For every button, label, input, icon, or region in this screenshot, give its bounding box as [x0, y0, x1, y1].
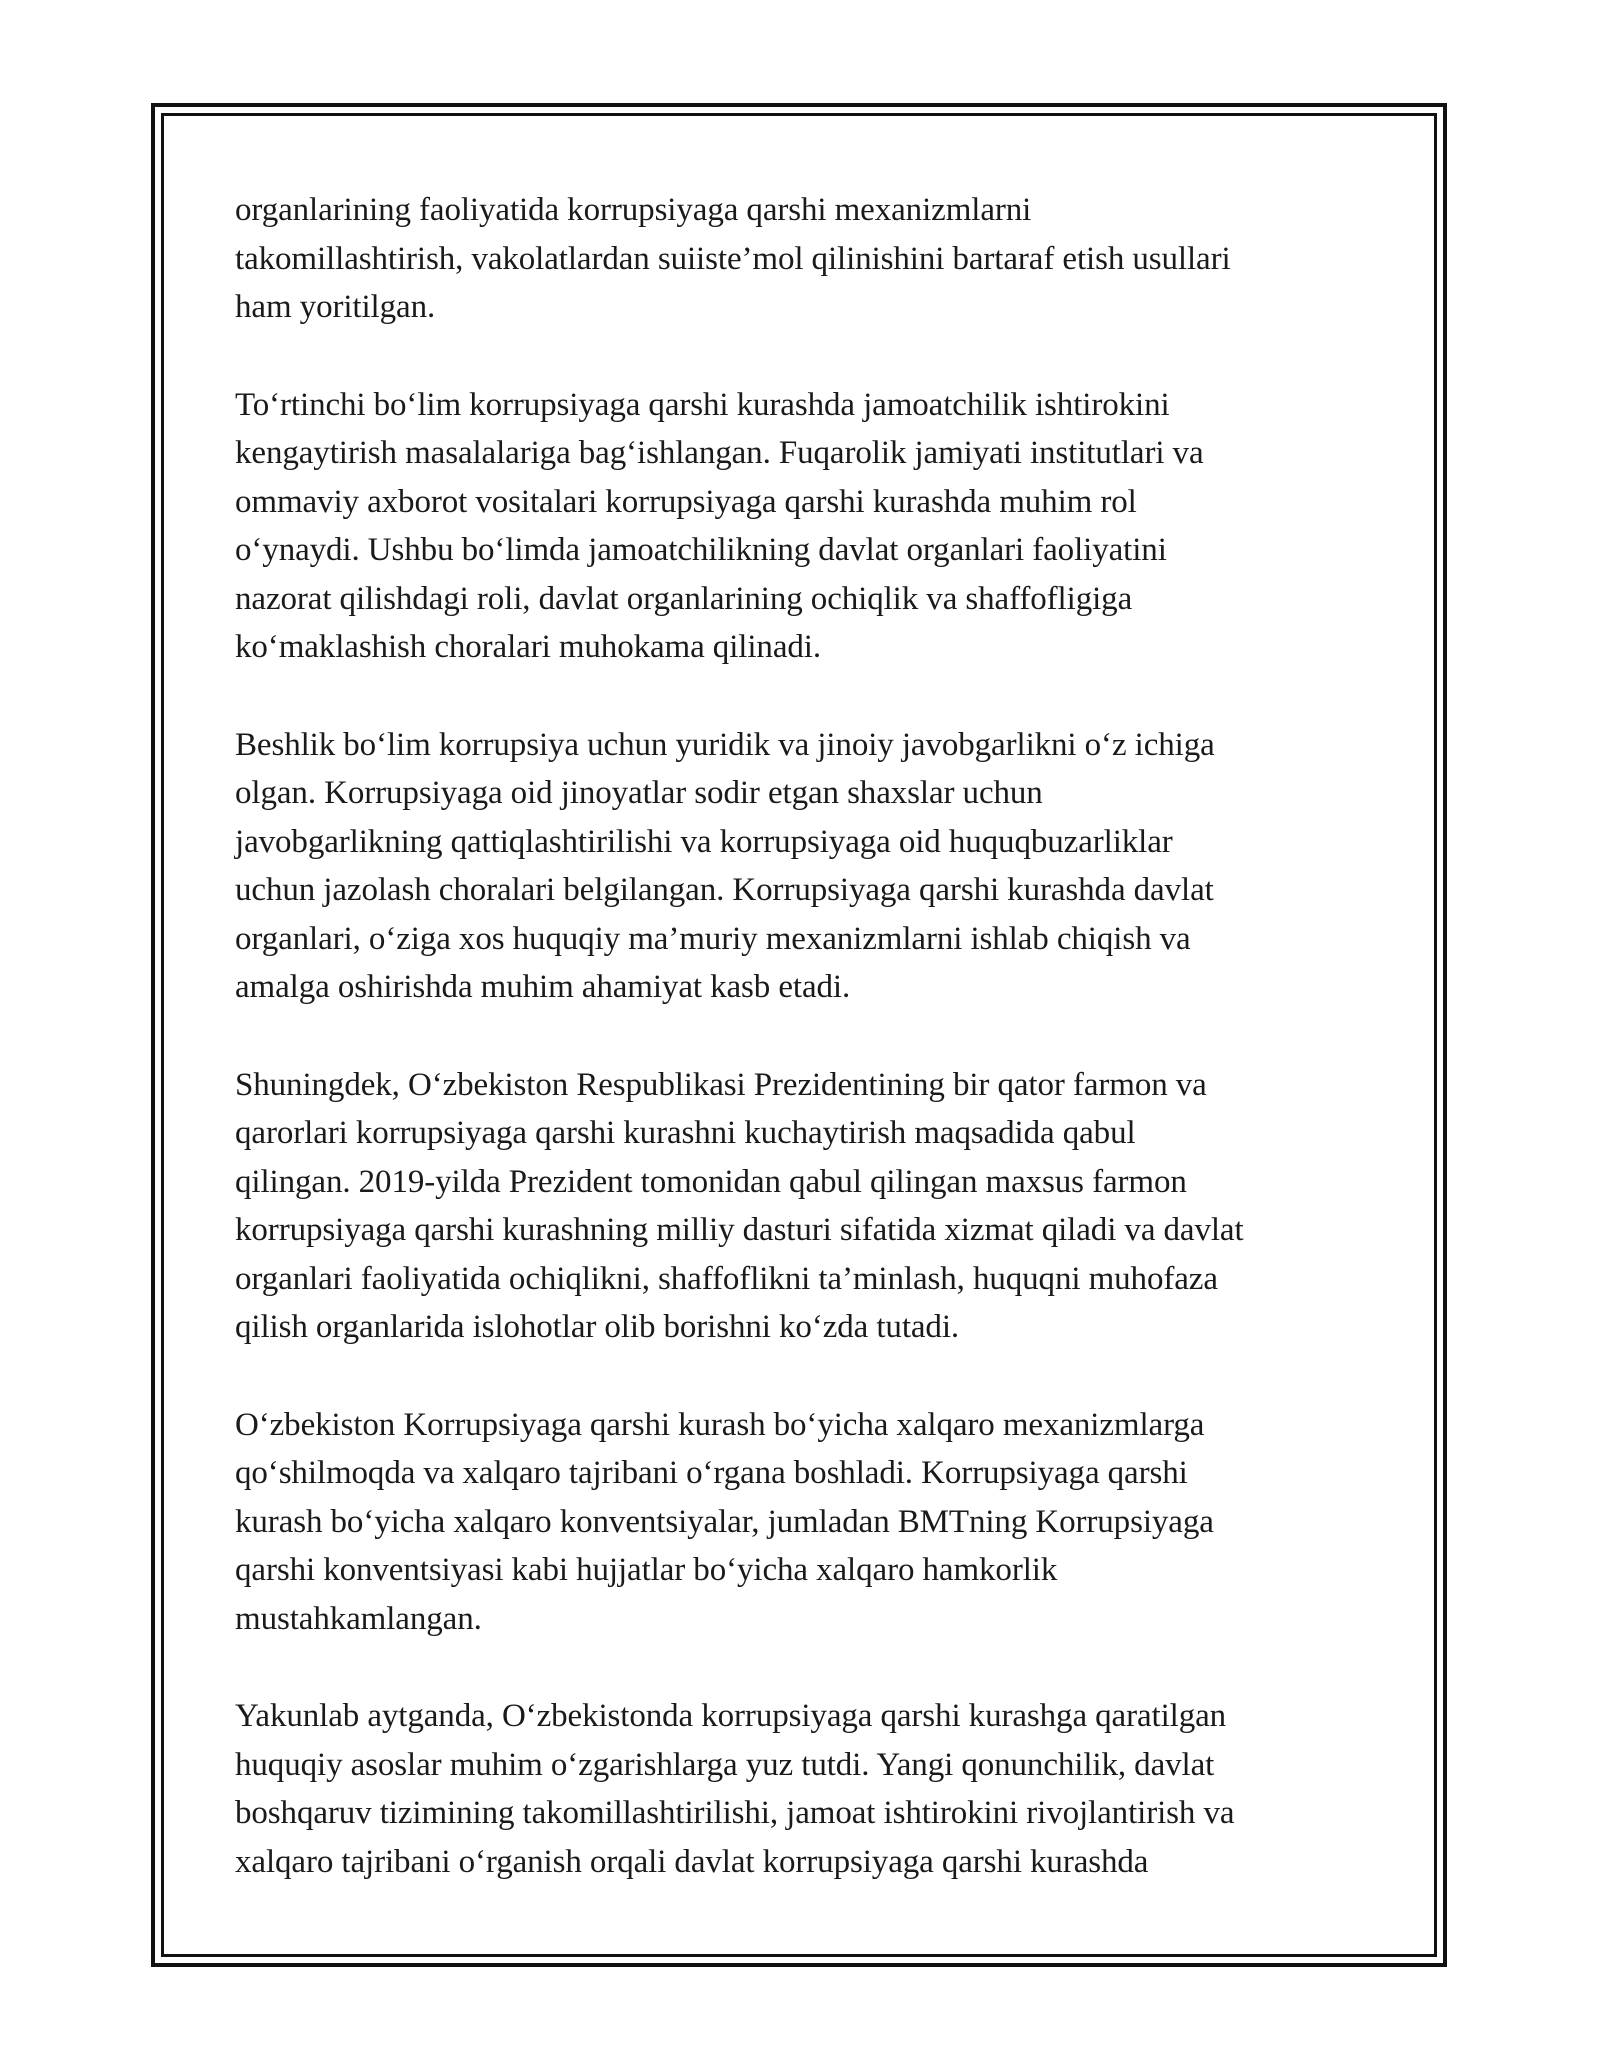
- text-line: olgan. Korrupsiyaga oid jinoyatlar sodir etgan shaxslar uchun: [235, 775, 1043, 811]
- text-line: ham yoritilgan.: [235, 289, 436, 325]
- text-line: ommaviy axborot vositalari korrupsiyaga qarshi kurashda muhim rol: [235, 483, 1137, 520]
- text-line: kurash bo‘yicha xalqaro konventsiyalar, jumladan BMTning Korrupsiyaga: [235, 1503, 1214, 1540]
- paragraph-1: [235, 186, 1375, 332]
- text-line: javobgarlikning qattiqlashtirilishi va korrupsiyaga oid huquqbuzarliklar: [235, 823, 1173, 860]
- paragraph-4: [235, 1061, 1375, 1352]
- text-line: huquqiy asoslar muhim o‘zgarishlarga yuz tutdi. Yangi qonunchilik, davlat: [235, 1746, 1215, 1783]
- text-line: O‘zbekiston Korrupsiyaga qarshi kurash bo‘yicha xalqaro mexanizmlarga: [235, 1406, 1205, 1443]
- text-line: qarshi konventsiyasi kabi hujjatlar bo‘yicha xalqaro hamkorlik: [235, 1552, 1058, 1588]
- text-line: organlari, o‘ziga xos huquqiy ma’muriy mexanizmlarni ishlab chiqish va: [235, 920, 1191, 957]
- text-line: organlari faoliyatida ochiqlikni, shaffoflikni ta’minlash, huquqni muhofaza: [235, 1260, 1218, 1297]
- paragraph-2: [235, 381, 1375, 672]
- text-line: qo‘shilmoqda va xalqaro tajribani o‘rgana boshladi. Korrupsiyaga qarshi: [235, 1455, 1188, 1491]
- text-line: uchun jazolash choralari belgilangan. Korrupsiyaga qarshi kurashda davlat: [235, 872, 1214, 908]
- text-line: xalqaro tajribani o‘rganish orqali davlat korrupsiyaga qarshi kurashda: [235, 1843, 1149, 1880]
- text-line: Shuningdek, O‘zbekiston Respublikasi Prezidentining bir qator farmon va: [235, 1066, 1207, 1103]
- text-line: o‘ynaydi. Ushbu bo‘limda jamoatchilikning davlat organlari faoliyatini: [235, 532, 1167, 568]
- text-line: Beshlik bo‘lim korrupsiya uchun yuridik va jinoiy javobgarlikni o‘z ichiga: [235, 726, 1215, 763]
- text-line: takomillashtirish, vakolatlardan suiiste’mol qilinishini bartaraf etish usullari: [235, 240, 1231, 277]
- text-line: qarorlari korrupsiyaga qarshi kurashni kuchaytirish maqsadida qabul: [235, 1115, 1136, 1151]
- paragraph-6: [235, 1692, 1375, 1886]
- paragraph-3: [235, 721, 1375, 1012]
- text-line: organlarining faoliyatida korrupsiyaga qarshi mexanizmlarni: [235, 192, 1032, 228]
- text-line: boshqaruv tizimining takomillashtirilishi, jamoat ishtirokini rivojlantirish va: [235, 1795, 1235, 1831]
- text-line: ko‘maklashish choralari muhokama qilinadi.: [235, 629, 821, 665]
- text-line: Yakunlab aytganda, O‘zbekistonda korrupsiyaga qarshi kurashga qaratilgan: [235, 1698, 1227, 1734]
- text-line: To‘rtinchi bo‘lim korrupsiyaga qarshi kurashda jamoatchilik ishtirokini: [235, 386, 1170, 423]
- text-line: qilingan. 2019-yilda Prezident tomonidan qabul qilingan maxsus farmon: [235, 1163, 1187, 1200]
- text-line: qilish organlarida islohotlar olib borishni ko‘zda tutadi.: [235, 1309, 960, 1345]
- paragraph-5: [235, 1401, 1375, 1644]
- text-line: kengaytirish masalalariga bag‘ishlangan. Fuqarolik jamiyati institutlari va: [235, 435, 1204, 471]
- text-line: korrupsiyaga qarshi kurashning milliy dasturi sifatida xizmat qiladi va davlat: [235, 1212, 1244, 1248]
- text-line: amalga oshirishda muhim ahamiyat kasb etadi.: [235, 969, 851, 1005]
- text-line: nazorat qilishdagi roli, davlat organlarining ochiqlik va shaffofligiga: [235, 580, 1133, 617]
- text-line: mustahkamlangan.: [235, 1600, 482, 1637]
- document-body: [235, 186, 1375, 1935]
